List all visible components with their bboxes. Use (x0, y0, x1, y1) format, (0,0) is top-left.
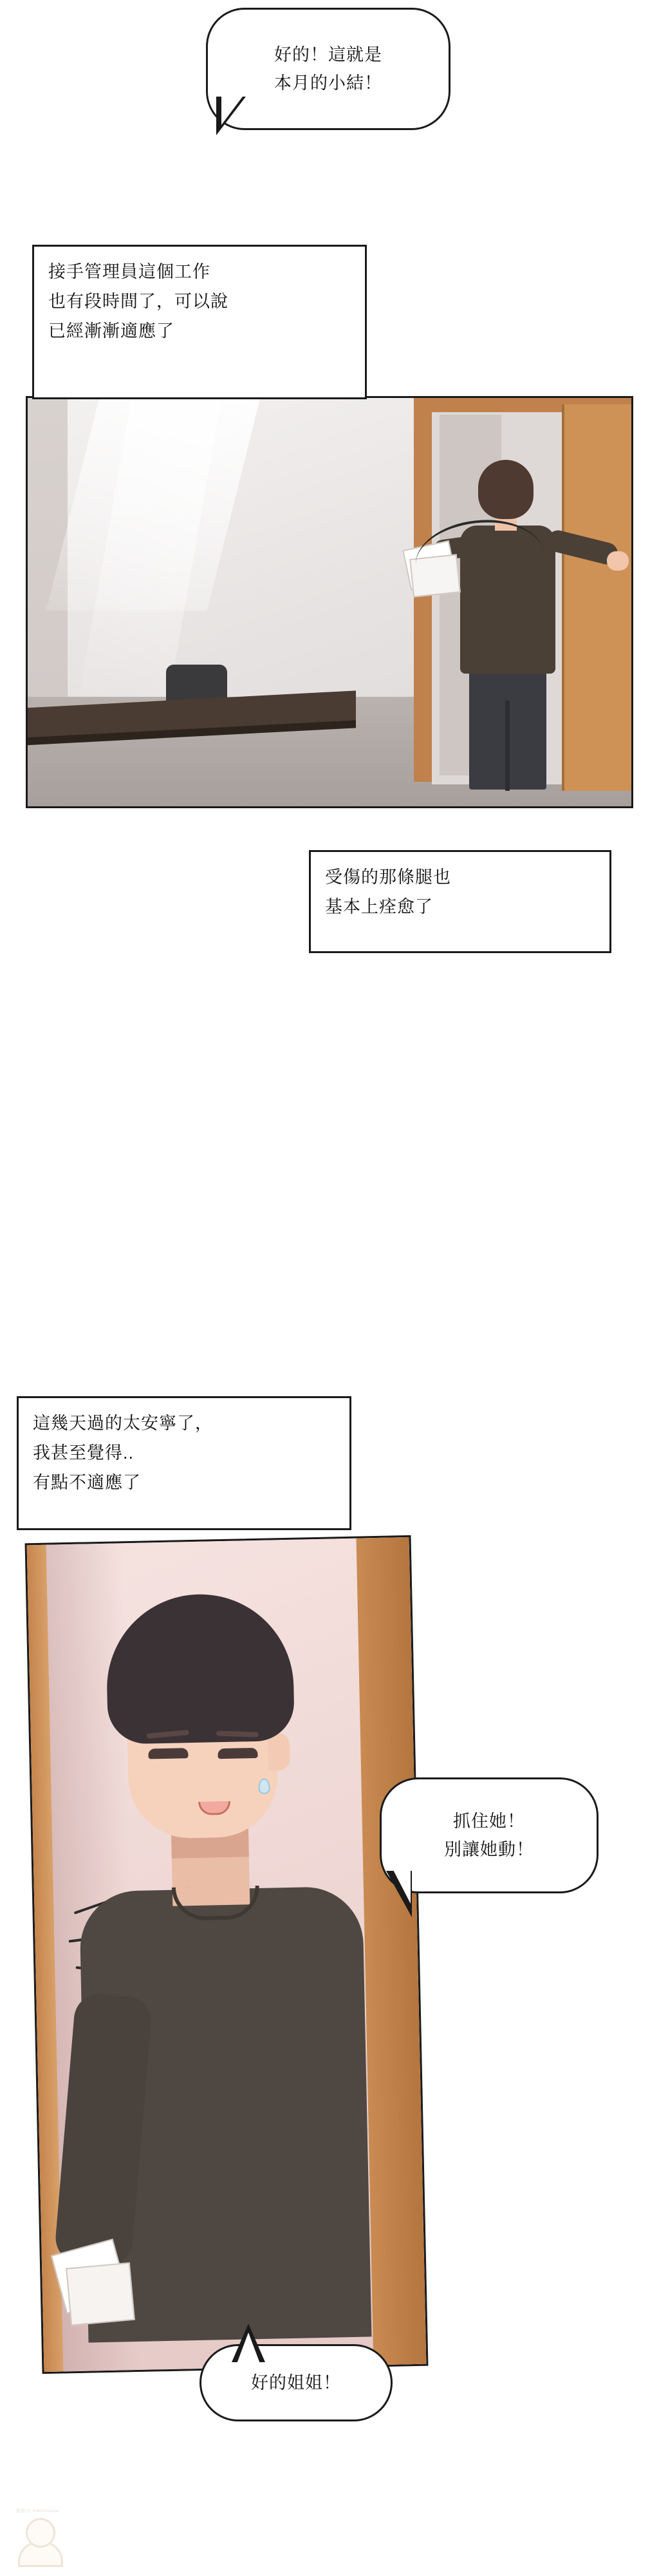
bubble-line: 本月的小結！ (274, 73, 382, 93)
narration-line: 基本上痊愈了 (325, 897, 433, 916)
panel-room-leaving (26, 396, 633, 808)
bubble-line: 別讓她動！ (444, 1840, 534, 1859)
character-ear (268, 1733, 290, 1771)
character-right-hand (607, 551, 629, 571)
open-door-panel (562, 404, 633, 791)
narration-line: 已經漸漸適應了 (48, 321, 174, 341)
narration-box-injured-leg (309, 850, 611, 953)
narration-box-too-peaceful (17, 1396, 351, 1530)
character-leg-split (505, 701, 510, 791)
character-eye-right (218, 1748, 257, 1759)
bubble-line: 抓住她！ (453, 1812, 525, 1831)
watermark-head-shape (26, 2518, 55, 2548)
speech-bubble-grab-her (380, 1777, 599, 1893)
character-head-back (478, 460, 534, 519)
watermark-logo (13, 2506, 64, 2564)
bubble-tail-fill (391, 1866, 411, 1904)
narration-line: 有點不適應了 (33, 1473, 141, 1492)
narration-line: 也有段時間了，可以說 (48, 292, 228, 311)
bubble-tail-fill (221, 94, 245, 125)
character-hair-fringe (111, 1656, 288, 1718)
narration-line: 接手管理員這個工作 (48, 262, 210, 281)
narration-box-manager-job (32, 245, 367, 399)
narration-line: 這幾天過的太安寧了， (33, 1414, 213, 1433)
character-eye-left (148, 1748, 188, 1759)
bubble-tail-fill (237, 2333, 260, 2363)
bubble-line: 好的姐姐！ (251, 2373, 341, 2392)
speech-bubble-ok-sister (200, 2344, 393, 2421)
narration-line: 受傷的那條腿也 (325, 867, 451, 887)
panel-closeup-man (25, 1535, 429, 2374)
carried-papers-second (66, 2262, 135, 2326)
narration-line: 我甚至覺得.. (33, 1443, 135, 1463)
bubble-line: 好的！這就是 (274, 45, 382, 64)
watermark-label: 漫画台 manhuatai (15, 2509, 60, 2514)
sweat-drop (258, 1779, 270, 1794)
